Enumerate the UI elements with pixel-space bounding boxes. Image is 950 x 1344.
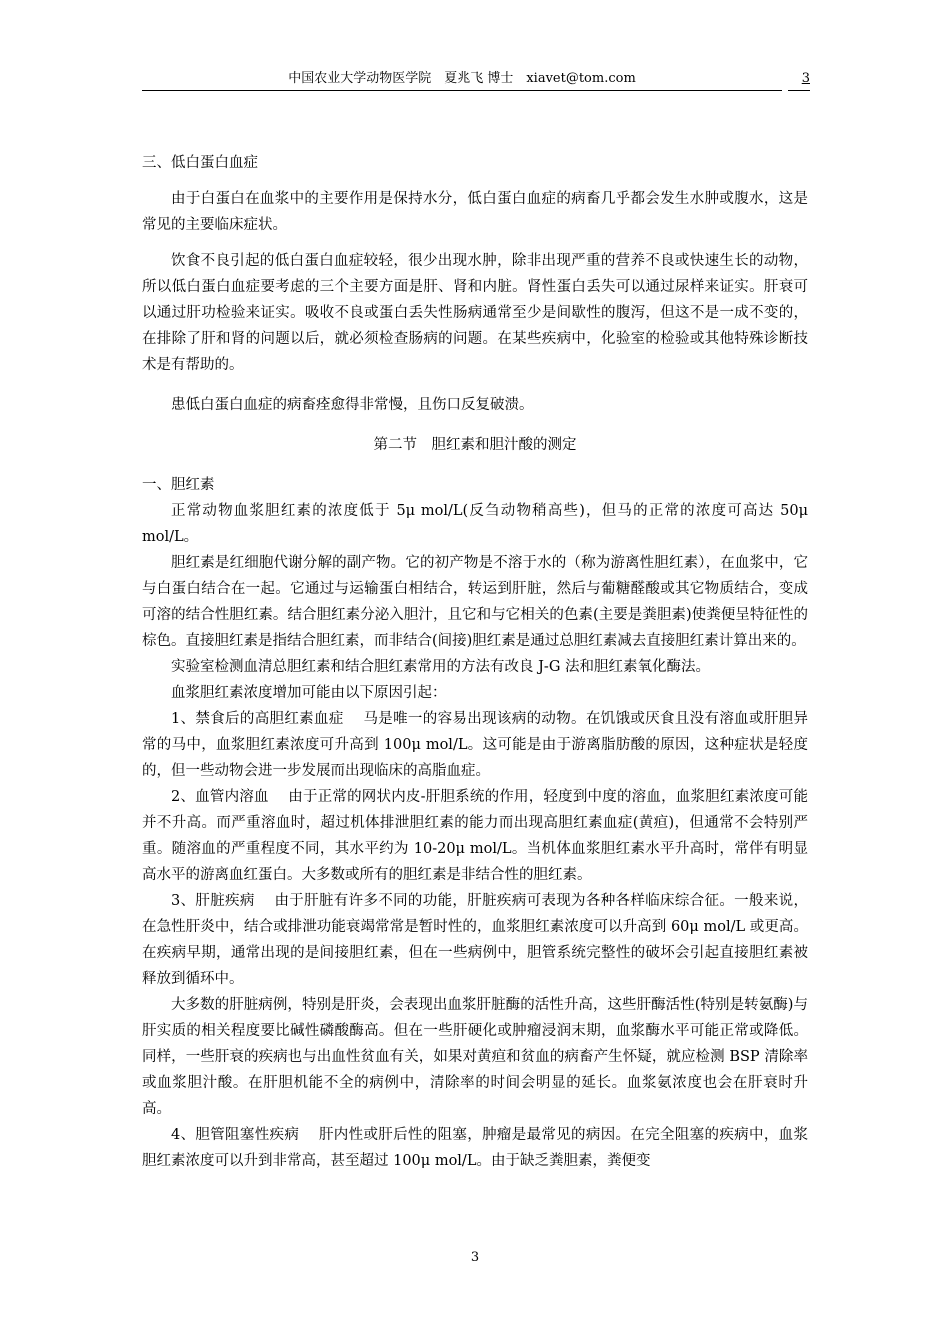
paragraph: 4、胆管阻塞性疾病 肝内性或肝后性的阻塞，肿瘤是最常见的病因。在完全阻塞的疾病中，血浆胆红素浓度可以升到非常高，甚至超过 100μ mol/L。由于缺乏粪胆素，粪便变 xyxy=(142,1127,808,1169)
page-header xyxy=(142,70,810,90)
paragraph: 胆红素是红细胞代谢分解的副产物。它的初产物是不溶于水的（称为游离性胆红素），在血浆中，它与白蛋白结合在一起。它通过与运输蛋白相结合，转运到肝脏，然后与葡糖醛酸或其它物质结合，变成可溶的结合性胆红素。结合胆红素分泌入胆汁，且它和与它相关的色素(主要是粪胆素)使粪便呈特征性的棕色。直接胆红素是指结合胆红素，而非结合(间接)胆红素是通过总胆红素减去直接胆红素计算出来的。 xyxy=(142,555,808,649)
subsection-title-bilirubin: 一、胆红素 xyxy=(142,477,215,493)
paragraph: 2、血管内溶血 由于正常的网状内皮-肝胆系统的作用，轻度到中度的溶血，血浆胆红素浓度可能并不升高。而严重溶血时，超过机体排泄胆红素的能力而出现高胆红素血症(黄疸)，但通常不会特别严重。随溶血的严重程度不同，其水平约为 10-20μ mol/L。当机体血浆胆红素水平升高时，常伴有明显高水平的游离血红蛋白。大多数或所有的胆红素是非结合性的胆红素。 xyxy=(142,789,808,883)
paragraph: 大多数的肝脏病例，特别是肝炎，会表现出血浆肝脏酶的活性升高，这些肝酶活性(特别是转氨酶)与肝实质的相关程度要比碱性磷酸酶高。但在一些肝硬化或肿瘤浸润末期，血浆酶水平可能正常或降低。同样，一些肝衰的疾病也与出血性贫血有关，如果对黄疸和贫血的病畜产生怀疑，就应检测 BSP 清除率或血浆胆汁酸。在肝胆机能不全的病例中，清除率的时间会明显的延长。血浆氨浓度也会在肝衰时升高。 xyxy=(142,997,808,1117)
paragraph: 患低白蛋白血症的病畜痊愈得非常慢，且伤口反复破溃。 xyxy=(171,397,534,413)
header-page-number: 3 xyxy=(801,71,810,86)
paragraph: 正常动物血浆胆红素的浓度低于 5μ mol/L(反刍动物稍高些)，但马的正常的浓度可高达 50μ mol/L。 xyxy=(142,503,808,545)
section-title-hypoalbuminemia: 三、低白蛋白血症 xyxy=(142,155,258,171)
section-heading: 第二节 胆红素和胆汁酸的测定 xyxy=(373,437,577,453)
paragraph: 3、肝脏疾病 由于肝脏有许多不同的功能，肝脏疾病可表现为各种各样临床综合征。一般来说，在急性肝炎中，结合或排泄功能衰竭常常是暂时性的，血浆胆红素浓度可以升高到 60μ mol/L 或更高。在疾病早期，通常出现的是间接胆红素，但在一些病例中，胆管系统完整性的破坏会引起直接胆红素被释放到循环中。 xyxy=(142,893,808,987)
page-footer-number: 3 xyxy=(470,1250,480,1265)
paragraph: 由于白蛋白在血浆中的主要作用是保持水分，低白蛋白血症的病畜几乎都会发生水肿或腹水，这是常见的主要临床症状。 xyxy=(142,191,808,233)
header-rule xyxy=(142,90,782,91)
paragraph: 实验室检测血清总胆红素和结合胆红素常用的方法有改良 J-G 法和胆红素氧化酶法。 xyxy=(171,659,711,675)
paragraph: 血浆胆红素浓度增加可能由以下原因引起： xyxy=(171,685,447,701)
paragraph: 饮食不良引起的低白蛋白血症较轻，很少出现水肿，除非出现严重的营养不良或快速生长的动物，所以低白蛋白血症要考虑的三个主要方面是肝、肾和内脏。肾性蛋白丢失可以通过尿样来证实。肝衰可以通过肝功检验来证实。吸收不良或蛋白丢失性肠病通常至少是间歇性的腹泻，但这不是一成不变的，在排除了肝和肾的问题以后，就必须检查肠病的问题。在某些疾病中，化验室的检验或其他特殊诊断技术是有帮助的。 xyxy=(142,253,808,373)
header-text: 中国农业大学动物医学院 夏兆飞 博士 xiavet@tom.com xyxy=(288,71,636,86)
page-content xyxy=(142,150,808,1174)
paragraph: 1、禁食后的高胆红素血症 马是唯一的容易出现该病的动物。在饥饿或厌食且没有溶血或肝胆异常的马中，血浆胆红素浓度可升高到 100μ mol/L。这可能是由于游离脂肪酸的原因，这种症状是轻度的，但一些动物会进一步发展而出现临床的高脂血症。 xyxy=(142,711,808,779)
header-rule-right xyxy=(788,90,810,91)
